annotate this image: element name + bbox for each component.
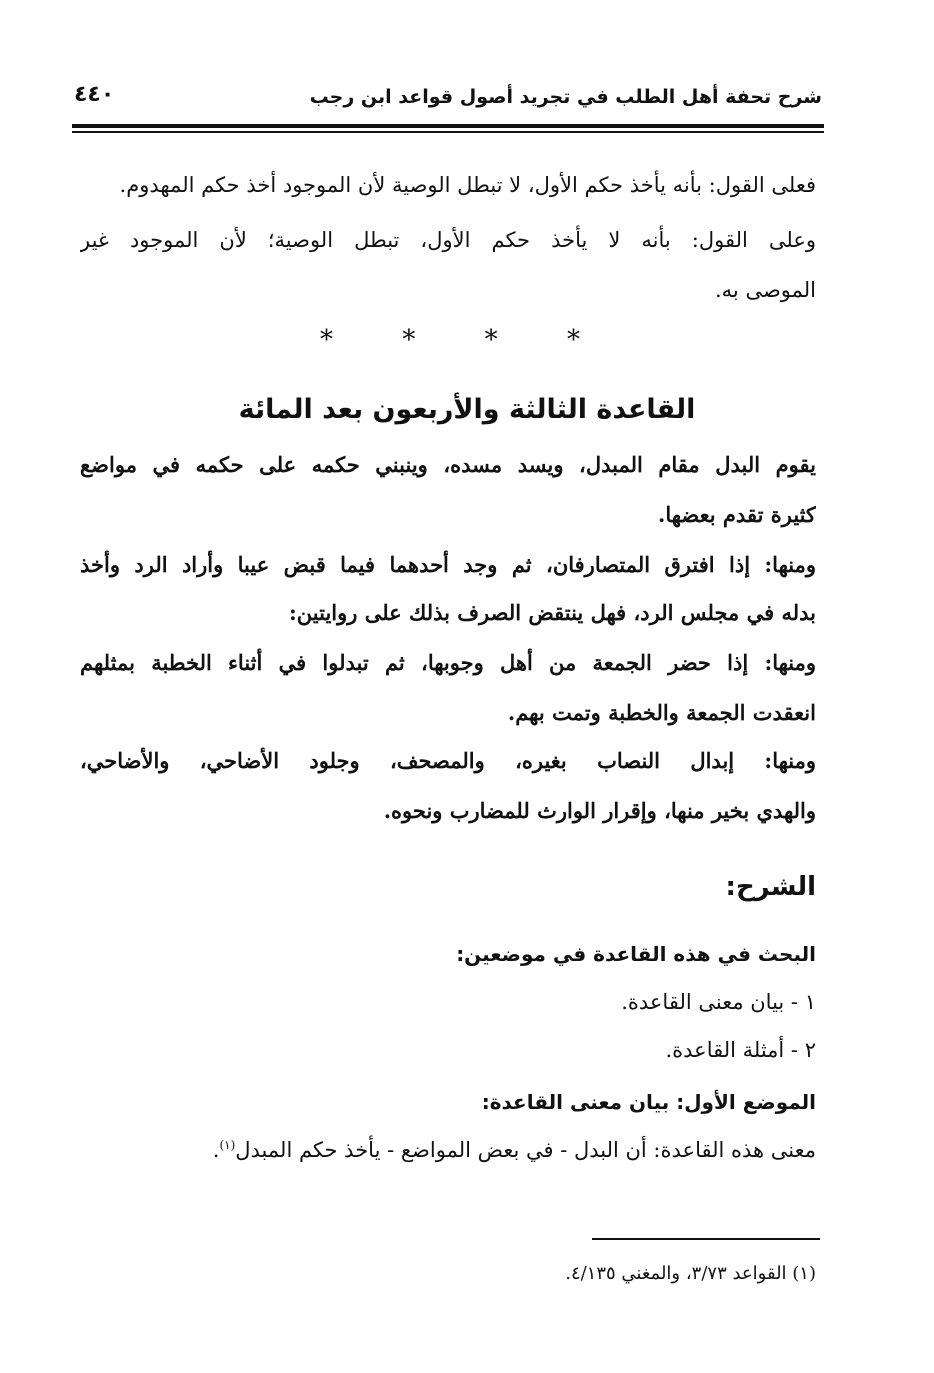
footnote-rule [592, 1238, 820, 1240]
intro-line-2: وعلى القول: بأنه لا يأخذ حكم الأول، تبطل الوصية؛ لأن الموجود غير [80, 228, 816, 252]
list-item: ٢ - أمثلة القاعدة. [665, 1038, 816, 1062]
page-header [72, 80, 822, 120]
separator-star: * [566, 325, 580, 355]
footnote-ref[interactable]: (١) [219, 1138, 236, 1152]
footnote: (١) القواعد ٣/٧٣، والمغني ٤/١٣٥. [565, 1263, 816, 1284]
separator-star: * [320, 325, 333, 355]
meaning-line [213, 1138, 816, 1162]
meaning-text: معنى هذه القاعدة: أن البدل - في بعض المواضع - يأخذ حكم المبدل [235, 1138, 816, 1162]
header-rule-thick [72, 124, 824, 128]
rule-line-8: والهدي بخير منها، وإقرار الوارث للمضارب ونحوه. [383, 798, 816, 823]
first-place-heading: الموضع الأول: بيان معنى القاعدة: [481, 1090, 816, 1114]
page-number: ٤٤٠ [74, 82, 115, 107]
rule-line-5: ومنها: إذا حضر الجمعة من أهل وجوبها، ثم تبدلوا في أثناء الخطبة بمثلهم [80, 650, 816, 675]
separator-star: * [484, 325, 498, 355]
rule-line-6: انعقدت الجمعة والخطبة وتمت بهم. [507, 700, 816, 725]
rule-title: القاعدة الثالثة والأربعون بعد المائة [238, 394, 696, 425]
rule-line-7: ومنها: إبدال النصاب بغيره، والمصحف، وجلود الأضاحي، والأضاحي، [80, 748, 816, 773]
separator-star: * [402, 325, 416, 355]
commentary-heading: الشرح: [725, 872, 816, 902]
intro-line-3: الموصى به. [714, 278, 816, 302]
list-item: ١ - بيان معنى القاعدة. [621, 990, 816, 1014]
header-rule-thin [72, 131, 824, 133]
rule-line-3: ومنها: إذا افترق المتصارفان، ثم وجد أحدهما فيما قبض عيبا وأراد الرد وأخذ [80, 552, 816, 577]
section-separator [320, 325, 580, 355]
rule-line-1: يقوم البدل مقام المبدل، ويسد مسده، وينبني حكمه على حكمه في مواضع [80, 452, 816, 477]
intro-line-1: فعلى القول: بأنه يأخذ حكم الأول، لا تبطل الوصية لأن الموجود أخذ حكم المهدوم. [119, 173, 816, 197]
running-title: شرح تحفة أهل الطلب في تجريد أصول قواعد ابن رجب [309, 86, 822, 108]
research-heading: البحث في هذه القاعدة في موضعين: [456, 942, 816, 966]
meaning-end: . [212, 1138, 220, 1162]
rule-line-2: كثيرة تقدم بعضها. [658, 502, 816, 527]
rule-line-4: بدله في مجلس الرد، فهل ينتقض الصرف بذلك على روايتين: [289, 600, 816, 625]
